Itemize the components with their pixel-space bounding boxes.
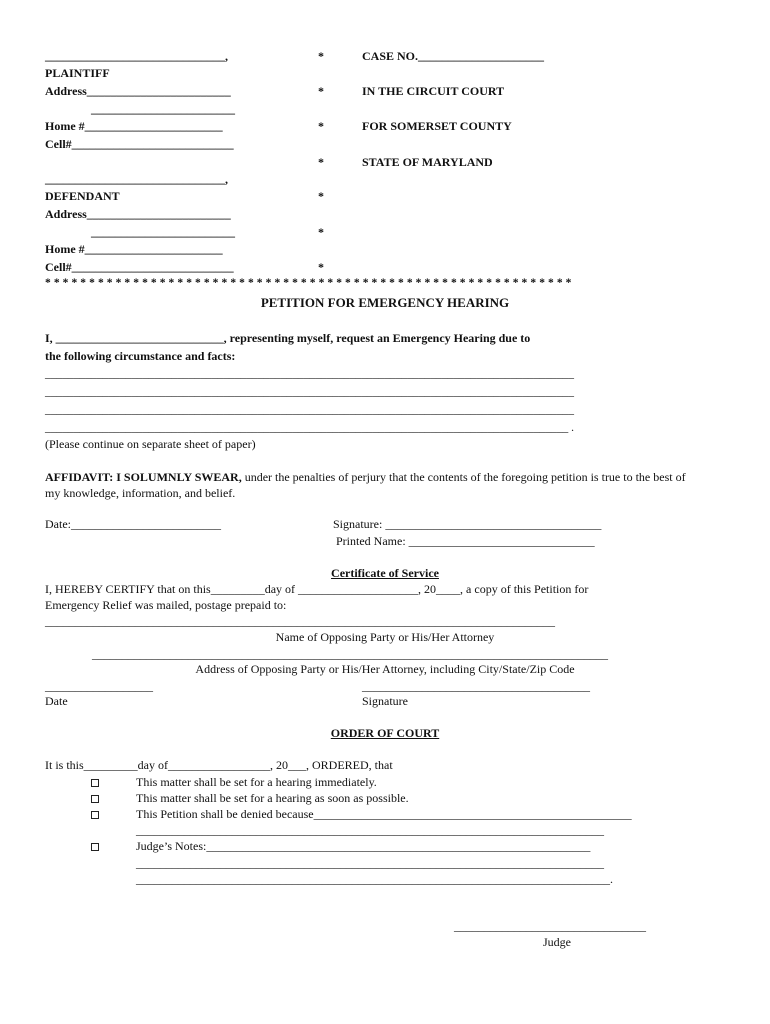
defendant-home-phone: Home #_______________________ [45, 242, 223, 256]
caption-star: * [318, 84, 324, 98]
case-number: CASE NO._____________________ [362, 49, 545, 63]
opposing-name-field[interactable]: _____________________________________________________________________________________ [45, 614, 555, 628]
certificate-date-label: Date [45, 694, 68, 708]
defendant-label: DEFENDANT [45, 189, 120, 203]
plaintiff-address: Address________________________ [45, 84, 231, 98]
court-name-line2: FOR SOMERSET COUNTY [362, 119, 512, 133]
denied-reason-line[interactable]: ______________________________________________________________________________ [136, 823, 604, 837]
court-name-line3: STATE OF MARYLAND [362, 155, 493, 169]
certificate-signature-field[interactable]: ______________________________________ [362, 679, 590, 693]
plaintiff-name-line: ______________________________, [45, 49, 228, 63]
affidavit-printed-name-field[interactable]: Printed Name: _______________________________ [336, 534, 595, 548]
petition-intro-line1: I, ____________________________, representing myself, request an Emergency Hearing due to [45, 331, 531, 345]
certificate-title: Certificate of Service [331, 566, 439, 580]
judge-signature-field[interactable]: ________________________________ [454, 919, 646, 933]
checkbox-hearing-immediately[interactable] [91, 779, 99, 787]
court-name-line1: IN THE CIRCUIT COURT [362, 84, 505, 98]
caption-star: * [318, 155, 324, 169]
judge-label: Judge [543, 935, 571, 949]
defendant-address-line2: ________________________ [91, 225, 235, 239]
affidavit-text: under the penalties of perjury that the contents of the foregoing petition is true to the best of [241, 470, 686, 484]
affidavit-line2: my knowledge, information, and belief. [45, 486, 236, 500]
plaintiff-label: PLAINTIFF [45, 66, 110, 80]
petition-fill-line[interactable]: ____________________________________________________________________________________________ [45, 386, 574, 398]
order-option-denied[interactable]: This Petition shall be denied because_____________________________________________________ [136, 807, 632, 821]
opposing-address-label: Address of Opposing Party or His/Her Attorney, including City/State/Zip Code [195, 662, 575, 676]
order-option-soon: This matter shall be set for a hearing as soon as possible. [136, 791, 409, 805]
certificate-line1: I, HEREBY CERTIFY that on this_________day of ____________________, 20____, a copy of this Petition for [45, 582, 589, 596]
order-option-immediately: This matter shall be set for a hearing immediately. [136, 775, 377, 789]
plaintiff-home-phone: Home #_______________________ [45, 119, 223, 133]
judge-notes-line[interactable]: _______________________________________________________________________________. [136, 872, 613, 886]
defendant-name-line: ______________________________, [45, 172, 228, 186]
affidavit-signature-field[interactable]: Signature: ____________________________________ [333, 517, 602, 531]
certificate-signature-label: Signature [362, 694, 408, 708]
petition-fill-line[interactable]: ____________________________________________________________________________________________ [45, 404, 574, 416]
judge-notes-field[interactable]: Judge’s Notes:________________________________________________________________ [136, 839, 591, 853]
checkbox-judge-notes[interactable] [91, 843, 99, 851]
plaintiff-cell-phone: Cell#___________________________ [45, 137, 234, 151]
affidavit-lead: AFFIDAVIT: I SOLUMNLY SWEAR, [45, 470, 242, 484]
caption-star: * [318, 189, 324, 203]
order-title: ORDER OF COURT [330, 726, 440, 740]
checkbox-petition-denied[interactable] [91, 811, 99, 819]
petition-title: PETITION FOR EMERGENCY HEARING [260, 295, 510, 310]
plaintiff-address-line2: ________________________ [91, 102, 235, 116]
judge-notes-line[interactable]: ______________________________________________________________________________ [136, 856, 604, 870]
star-separator: * * * * * * * * * * * * * * * * * * * * * * * * * * * * * * * * * * * * * * * * * * * * * * * * * * * * * * * * * * * * [45, 277, 572, 289]
petition-intro-line2: the following circumstance and facts: [45, 349, 236, 363]
defendant-address: Address________________________ [45, 207, 231, 221]
affidavit-date-field[interactable]: Date:_________________________ [45, 517, 221, 531]
certificate-line2: Emergency Relief was mailed, postage prepaid to: [45, 598, 287, 612]
defendant-cell-phone: Cell#___________________________ [45, 260, 234, 274]
caption-star: * [318, 260, 324, 274]
opposing-address-field[interactable]: ______________________________________________________________________________________ [92, 647, 608, 661]
affidavit-line1 [45, 471, 686, 483]
continue-note: (Please continue on separate sheet of paper) [45, 437, 256, 451]
caption-star: * [318, 49, 324, 63]
checkbox-hearing-soon[interactable] [91, 795, 99, 803]
certificate-date-field[interactable]: __________________ [45, 679, 153, 693]
petition-fill-line[interactable]: ____________________________________________________________________________________________ [45, 368, 574, 380]
caption-star: * [318, 225, 324, 239]
petition-fill-line[interactable]: ___________________________________________________________________________________________ . [45, 422, 574, 434]
opposing-name-label: Name of Opposing Party or His/Her Attorney [275, 630, 495, 644]
order-intro: It is this_________day of_________________, 20___, ORDERED, that [45, 758, 393, 772]
caption-star: * [318, 119, 324, 133]
